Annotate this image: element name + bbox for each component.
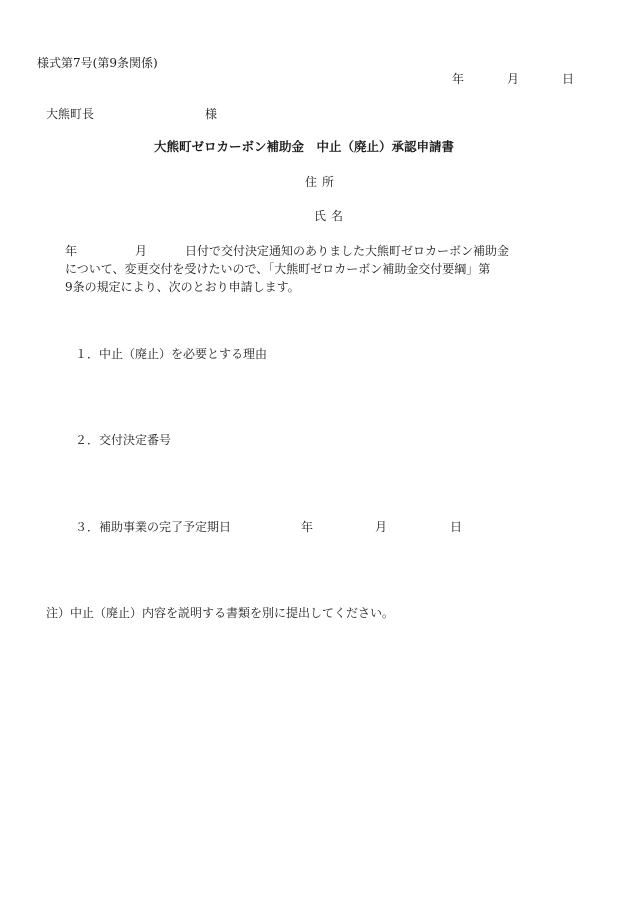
item-completion-date: ３．補助事業の完了予定期日 bbox=[75, 520, 232, 534]
body-paragraph-line-3: 9条の規定により、次のとおり申請します。 bbox=[65, 280, 300, 294]
body-paragraph-line-2: について、変更交付を受けたいので、「大熊町ゼロカーボン補助金交付要綱」第 bbox=[65, 262, 491, 276]
honorific: 様 bbox=[205, 107, 218, 121]
completion-day-label: 日 bbox=[450, 520, 463, 534]
addressee: 大熊町長 bbox=[46, 107, 95, 121]
completion-year-label: 年 bbox=[301, 520, 314, 534]
body-year-label: 年 bbox=[65, 244, 78, 258]
completion-month-label: 月 bbox=[375, 520, 388, 534]
applicant-name-label: 氏名 bbox=[314, 209, 349, 223]
date-day-label: 日 bbox=[562, 72, 575, 86]
body-line-1-text: 日付で交付決定通知のありました大熊町ゼロカーボン補助金 bbox=[185, 244, 510, 258]
footnote: 注）中止（廃止）内容を説明する書類を別に提出してください。 bbox=[46, 606, 395, 620]
item-decision-number: ２．交付決定番号 bbox=[75, 433, 172, 447]
body-month-label: 月 bbox=[135, 244, 148, 258]
date-year-label: 年 bbox=[452, 72, 465, 86]
document-title: 大熊町ゼロカーボン補助金 中止（廃止）承認申請書 bbox=[154, 139, 455, 154]
form-number: 様式第7号(第9条関係) bbox=[37, 56, 158, 70]
date-month-label: 月 bbox=[507, 72, 520, 86]
item-reason: １．中止（廃止）を必要とする理由 bbox=[75, 347, 268, 361]
applicant-address-label: 住所 bbox=[305, 175, 340, 189]
